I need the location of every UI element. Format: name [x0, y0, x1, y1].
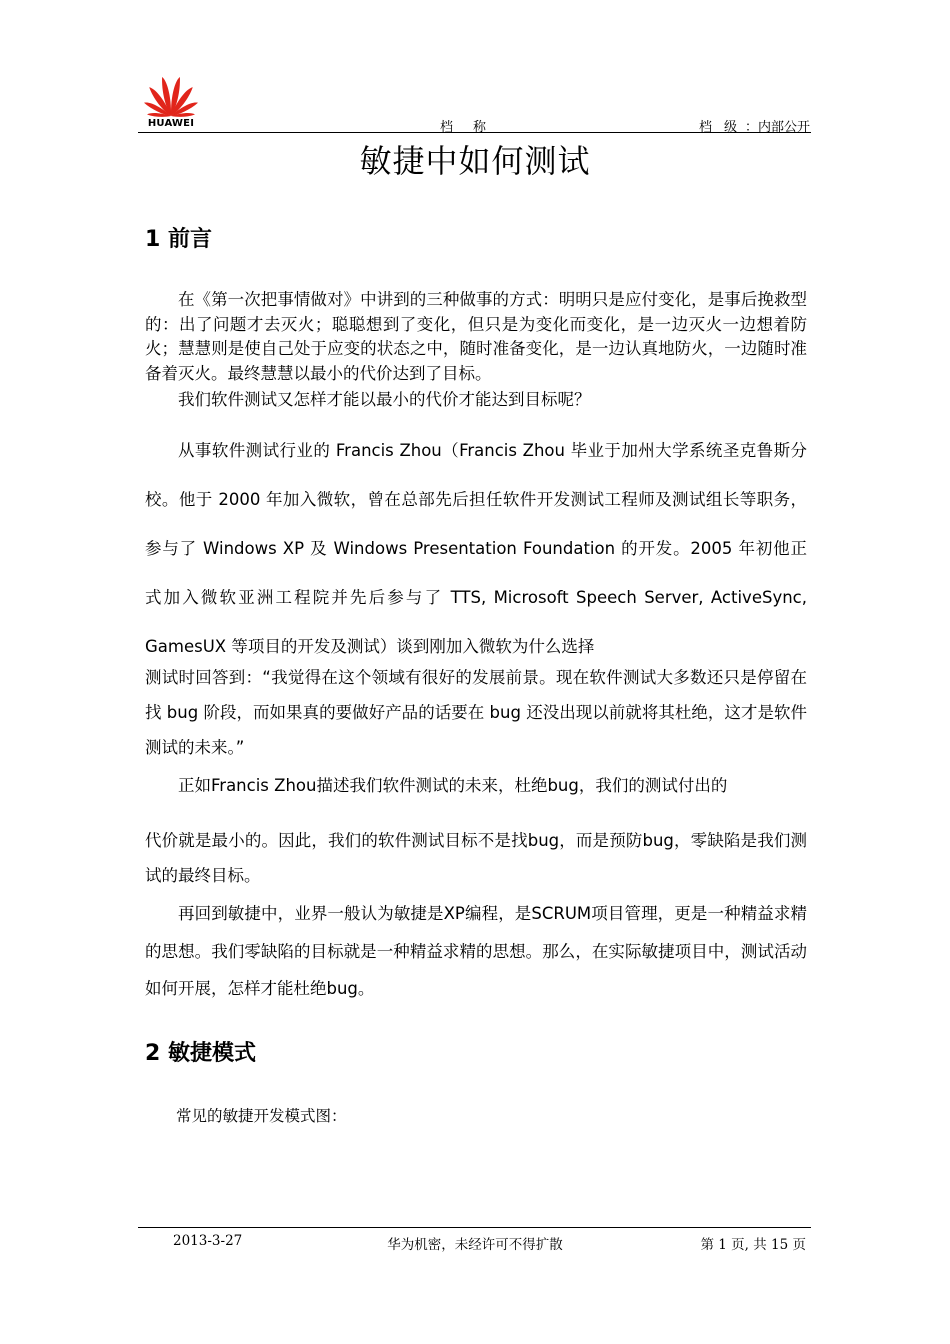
section-heading-agile-mode: 2 敏捷模式: [145, 1041, 256, 1066]
doc-name-label: 档称: [440, 120, 507, 135]
footer-page-number: 第 1 页, 共 15 页: [700, 1237, 806, 1253]
document-title: 敏捷中如何测试: [359, 142, 591, 180]
doc-level-value: ：内部公开: [744, 120, 810, 135]
paragraph: 代价就是最小的。因此，我们的软件测试目标不是找bug，而是预防bug，零缺陷是我们测试的最终目标。: [145, 831, 807, 885]
paragraph: 我们软件测试又怎样才能以最小的代价才能达到目标呢？: [178, 390, 591, 409]
huawei-logo: [138, 72, 204, 132]
footer-date: 2013-3-27: [173, 1233, 243, 1249]
section-heading-preface: 1 前言: [145, 227, 212, 252]
paragraph: 从事软件测试行业的 Francis Zhou（Francis Zhou 毕业于加州大学系统圣克鲁斯分校。他于 2000 年加入微软，曾在总部先后担任软件开发测试工程师及测试组长等职务，参与了 Windows XP 及 Windows Presentation Foundation 的开发。2005 年初他正式加入微软亚洲工程院并先后参与了 TTS, Microsoft Speech Server, ActiveSync, GamesUX 等项目的开发及测试）谈到刚加入微软为什么选择: [145, 441, 807, 656]
header-divider: [138, 132, 811, 133]
paragraph: 常见的敏捷开发模式图：: [176, 1107, 347, 1125]
paragraph: 在《第一次把事情做对》中讲到的三种做事的方式：明明只是应付变化，是事后挽救型的：出了问题才去灭火；聪聪想到了变化，但只是为变化而变化，是一边灭火一边想着防火；慧慧则是使自己处于应变的状态之中，随时准备变化，是一边认真地防火，一边随时准备着灭火。最终慧慧以最小的代价达到了目标。: [145, 290, 807, 383]
logo-text: HUAWEI: [147, 118, 195, 129]
paragraph: 再回到敏捷中，业界一般认为敏捷是XP编程，是SCRUM项目管理，更是一种精益求精的思想。我们零缺陷的目标就是一种精益求精的思想。那么，在实际敏捷项目中，测试活动如何开展，怎样才能杜绝bug。: [145, 904, 807, 998]
footer-confidential: 华为机密，未经许可不得扩散: [387, 1237, 563, 1253]
paragraph: 测试时回答到：“我觉得在这个领域有很好的发展前景。现在软件测试大多数还只是停留在找 bug 阶段，而如果真的要做好产品的话要在 bug 还没出现以前就将其杜绝，这才是软件测试的未来。”: [145, 668, 807, 757]
paragraph: 正如Francis Zhou描述我们软件测试的未来，杜绝bug，我们的测试付出的: [178, 776, 728, 795]
footer-divider: [138, 1227, 811, 1228]
doc-level-label: 档级: [698, 120, 749, 135]
huawei-logo-icon: [138, 72, 204, 118]
